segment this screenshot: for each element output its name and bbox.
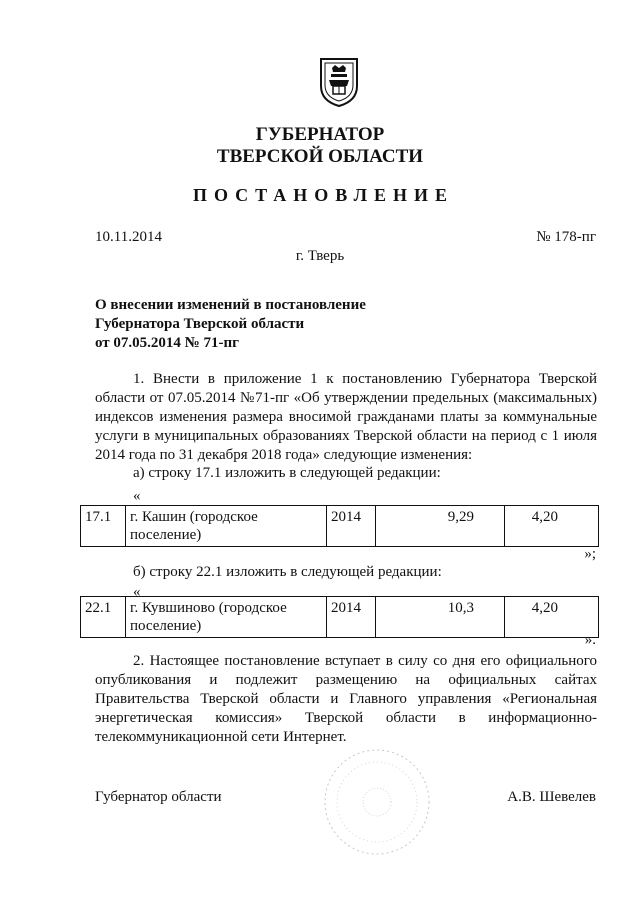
paragraph-line: опубликования и подлежит размещению на официальных сайтах: [95, 672, 597, 688]
cell-index-1: 9,29: [376, 506, 505, 547]
header-region: ТВЕРСКОЙ ОБЛАСТИ: [216, 146, 424, 167]
cell-index-2: 4,20: [505, 597, 599, 638]
paragraph-line: области от 07.05.2014 №71-пг «Об утверждении предельных (максимальных): [95, 390, 597, 406]
subject-line: Губернатора Тверской области: [95, 316, 305, 332]
close-quote: ».: [584, 632, 596, 648]
paragraph-line: энергетическая комиссия» Тверской области в информационно-: [95, 710, 597, 726]
paragraph-line: услуги в муниципальных образованиях Тверской области на период с 1 июля: [95, 428, 597, 444]
item-a-text: а) строку 17.1 изложить в следующей редакции:: [133, 465, 441, 481]
paragraph-line: телекоммуникационной сети Интернет.: [95, 729, 347, 745]
close-quote: »;: [584, 546, 596, 562]
stamp-seal-icon: [312, 742, 442, 862]
subject-block: [95, 296, 366, 353]
cell-municipality: г. Кувшиново (городское поселение): [126, 597, 327, 638]
cell-index-2: 4,20: [505, 506, 599, 547]
open-quote: «: [133, 488, 141, 504]
subject-line: от 07.05.2014 № 71-пг: [95, 335, 239, 351]
cell-index-1: 10,3: [376, 597, 505, 638]
signature-title: Губернатор области: [95, 789, 222, 805]
doc-date: 10.11.2014: [95, 229, 162, 245]
paragraph-line: 2. Настоящее постановление вступает в силу со дня его официального: [133, 653, 597, 669]
table-row-17-1: [80, 505, 599, 547]
paragraph-line: индексов изменения размера вносимой гражданами платы за коммунальные: [95, 409, 597, 425]
cell-number: 22.1: [81, 597, 126, 638]
cell-year: 2014: [327, 506, 376, 547]
table-row-22-1: [80, 596, 599, 638]
paragraph-line: 1. Внести в приложение 1 к постановлению Губернатора Тверской: [133, 371, 597, 387]
item-b-text: б) строку 22.1 изложить в следующей редакции:: [133, 564, 442, 580]
open-quote: «: [133, 584, 141, 600]
signature-name: А.В. Шевелев: [507, 789, 596, 805]
subject-line: О внесении изменений в постановление: [95, 297, 366, 313]
paragraph-1: [95, 370, 597, 465]
paragraph-line: Правительства Тверской области и Главного управления «Региональная: [95, 691, 597, 707]
doc-type-title: ПОСТАНОВЛЕНИЕ: [192, 185, 455, 205]
cell-number: 17.1: [81, 506, 126, 547]
cell-municipality: г. Кашин (городское поселение): [126, 506, 327, 547]
doc-number: № 178-пг: [536, 229, 596, 245]
paragraph-line: 2014 года по 31 декабря 2018 года» следующие изменения:: [95, 447, 473, 463]
cell-year: 2014: [327, 597, 376, 638]
coat-of-arms-icon: [318, 56, 360, 108]
paragraph-2: [95, 652, 597, 747]
doc-city: г. Тверь: [295, 248, 345, 264]
header-governor: ГУБЕРНАТОР: [255, 124, 385, 145]
